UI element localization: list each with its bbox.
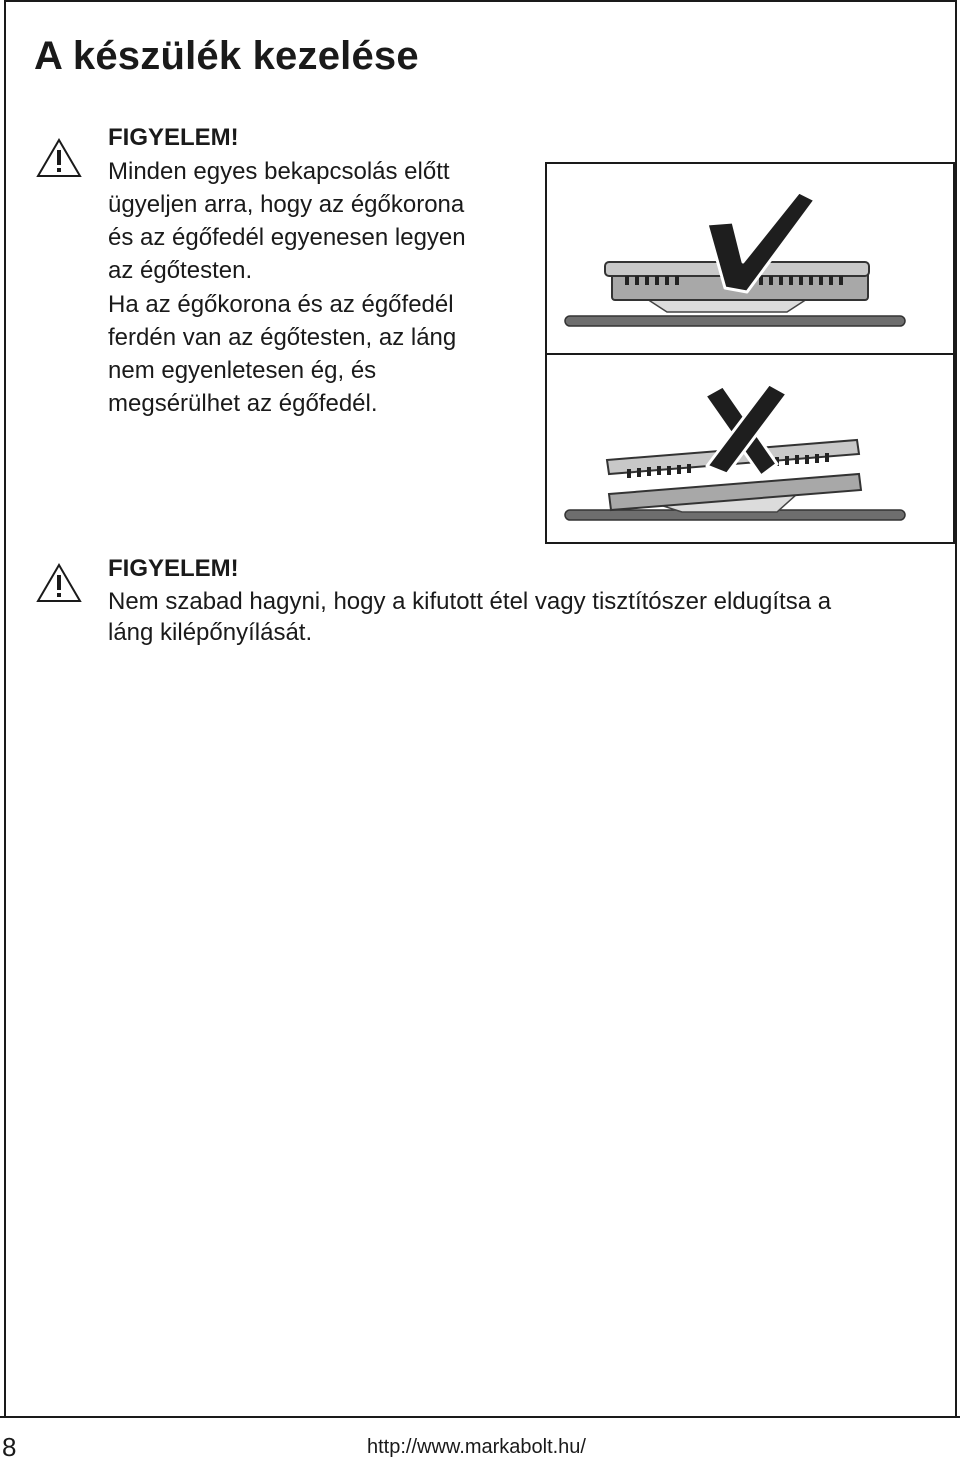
text-line: Ha az égőkorona és az égőfedél — [108, 291, 454, 318]
warning-triangle-icon — [36, 562, 82, 604]
warning-detail-text — [108, 288, 456, 420]
warning-label: FIGYELEM! — [108, 555, 239, 582]
text-line: az égőtesten. — [108, 257, 253, 284]
footer-rule — [0, 1416, 960, 1418]
text-line: láng kilépőnyílását. — [108, 619, 313, 646]
text-line: Minden egyes bekapcsolás előtt — [108, 158, 450, 185]
warning-text — [108, 586, 831, 648]
burner-figure — [545, 162, 955, 544]
warning-triangle-icon — [36, 137, 82, 179]
page-number: 8 — [2, 1432, 17, 1462]
text-line: és az égőfedél egyenesen legyen — [108, 224, 466, 251]
footer-link[interactable]: http://www.markabolt.hu/ — [367, 1436, 586, 1458]
page-title: A készülék kezelése — [34, 34, 419, 78]
text-line: ügyeljen arra, hogy az égőkorona — [108, 191, 465, 218]
text-line: ferdén van az égőtesten, az láng — [108, 324, 457, 351]
text-line: nem egyenletesen ég, és — [108, 357, 377, 384]
text-line: megsérülhet az égőfedél. — [108, 390, 378, 417]
warning-text — [108, 155, 466, 287]
warning-label: FIGYELEM! — [108, 124, 239, 151]
text-line: Nem szabad hagyni, hogy a kifutott étel vagy tisztítószer eldugítsa a — [108, 588, 832, 615]
